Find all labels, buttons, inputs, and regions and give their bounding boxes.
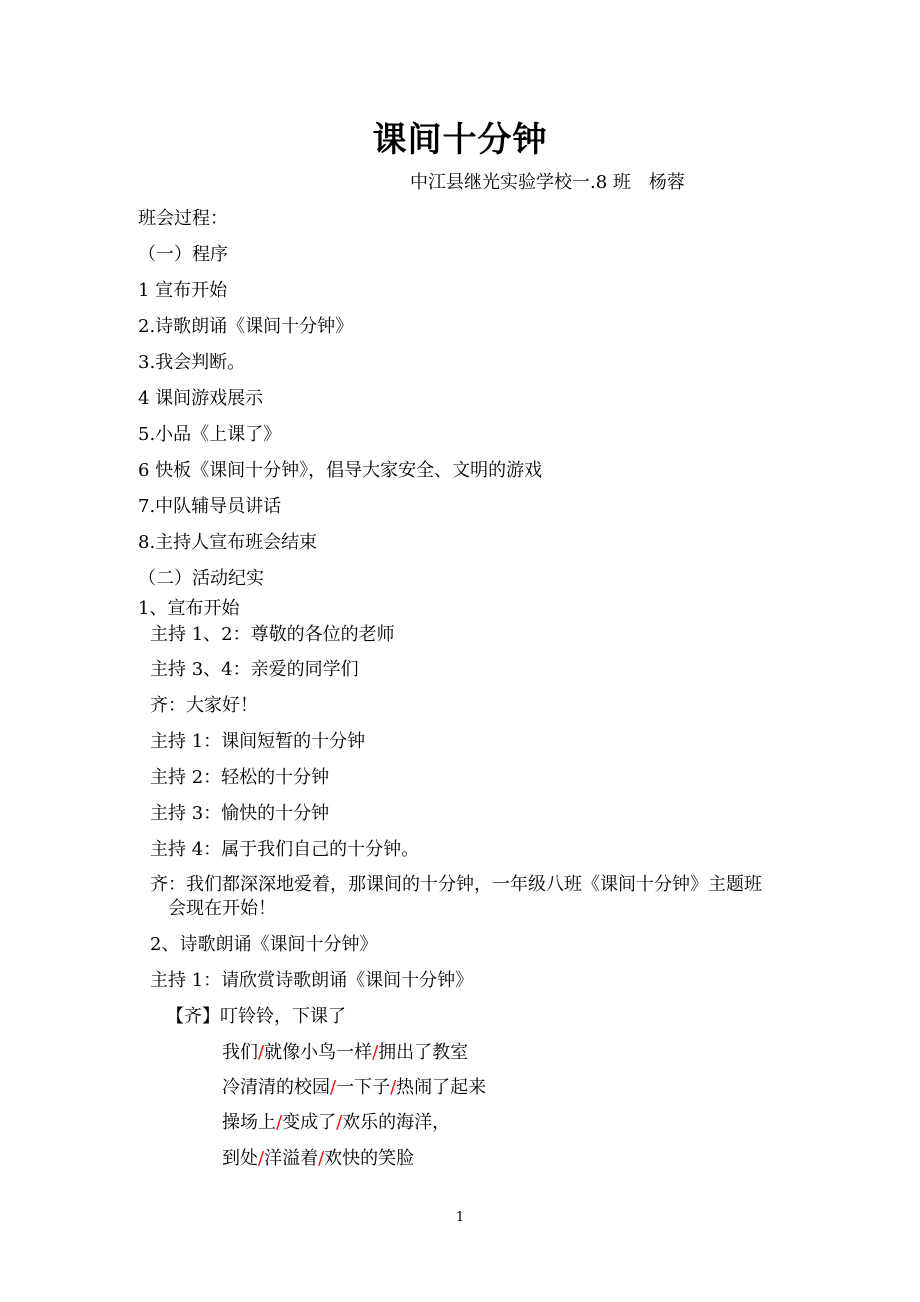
poem-separator: / (330, 1077, 337, 1098)
section-process: 班会过程： (138, 208, 228, 229)
poem-segment: 热闹了起来 (396, 1077, 487, 1098)
poem-segment: 冷清清的校园 (222, 1077, 330, 1098)
program-item: 3.我会判断。 (138, 352, 246, 373)
poem-segment: 一下子 (336, 1077, 391, 1098)
dialog-line: 齐：大家好！ (150, 695, 258, 716)
poem-line (222, 1038, 468, 1064)
dialog-line: 主持 3、4：亲爱的同学们 (150, 659, 359, 680)
host1-poem-intro: 主持 1：请欣赏诗歌朗诵《课间十分钟》 (150, 970, 474, 991)
poem-segment: 洋溢着 (264, 1148, 319, 1169)
poem-segment: 操场上 (222, 1112, 276, 1133)
poem-line (222, 1108, 450, 1134)
dialog-line: 主持 2：轻松的十分钟 (150, 767, 330, 788)
together-line-continued: 会现在开始！ (168, 898, 276, 919)
part2-heading: （二）活动纪实 (138, 568, 264, 589)
poem-segment: 就像小鸟一样 (264, 1042, 373, 1063)
program-item: 8.主持人宣布班会结束 (138, 532, 318, 553)
sub2-heading: 2、诗歌朗诵《课间十分钟》 (150, 934, 378, 955)
poem-segment: 到处 (222, 1148, 258, 1169)
program-item: 2.诗歌朗诵《课间十分钟》 (138, 316, 354, 337)
program-item: 6 快板《课间十分钟》，倡导大家安全、文明的游戏 (138, 460, 543, 481)
poem-separator: / (276, 1112, 283, 1133)
together-line: 齐：我们都深深地爱着，那课间的十分钟，一年级八班《课间十分钟》主题班 (150, 874, 762, 895)
page-number: 1 (455, 1210, 465, 1225)
poem-segment: 变成了 (282, 1112, 337, 1133)
poem-separator: / (258, 1042, 265, 1063)
dialog-line: 主持 1、2：尊敬的各位的老师 (150, 624, 395, 645)
part1-heading: （一）程序 (138, 244, 228, 265)
poem-segment: 我们 (222, 1042, 258, 1063)
poem-segment: 拥出了教室 (378, 1042, 469, 1063)
author-line: 中江县继光实验学校一.8 班 杨蓉 (410, 172, 685, 193)
program-item: 5.小品《上课了》 (138, 424, 282, 445)
poem-separator: / (258, 1148, 265, 1169)
program-item: 7.中队辅导员讲话 (138, 496, 282, 517)
document-title: 课间十分钟 (372, 120, 548, 160)
dialog-line: 主持 1：课间短暂的十分钟 (150, 731, 366, 752)
poem-segment: 欢快的笑脸 (324, 1148, 415, 1169)
poem-segment: 欢乐的海洋， (342, 1112, 451, 1133)
poem-line (222, 1073, 486, 1099)
poem-separator: / (390, 1077, 397, 1098)
program-item: 1 宣布开始 (138, 280, 228, 301)
poem-separator: / (372, 1042, 379, 1063)
dialog-line: 主持 3：愉快的十分钟 (150, 803, 330, 824)
dialog-line: 主持 4：属于我们自己的十分钟。 (150, 839, 420, 860)
poem-separator: / (336, 1112, 343, 1133)
poem-head: 【齐】叮铃铃，下课了 (166, 1006, 346, 1027)
poem-separator: / (318, 1148, 325, 1169)
program-item: 4 课间游戏展示 (138, 388, 264, 409)
poem-line (222, 1144, 414, 1170)
sub1-heading: 1、宣布开始 (138, 598, 240, 619)
